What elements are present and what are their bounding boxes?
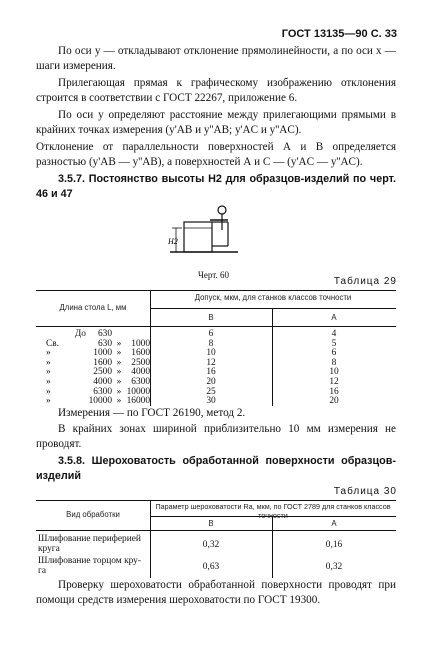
figure-60: [170, 206, 270, 266]
t29-row-b: 10000: [126, 386, 150, 397]
t29-col-tolerance: Допуск, мкм, для станков классов точности: [194, 293, 352, 302]
t30-sub-b: В: [208, 519, 214, 528]
t30-col-roughness: Параметр шероховатости Ra, мкм, по ГОСТ 2789 для станков классов точности: [155, 502, 391, 520]
para-edge-zones: В крайних зонах шириной приблизительно 10 мм измерения не проводят.: [36, 423, 396, 450]
t29-row-a: 630: [97, 329, 112, 339]
para-measurement: Измерения — по ГОСТ 26190, метод 2.: [58, 407, 246, 419]
para-distance: По оси y определяют расстояние между прилегающими прямыми в крайних точках измерения (y'AB и y''AB; y'AC и y''AC).: [36, 109, 396, 136]
section-3-5-8: 3.5.8. Шероховатость обработанной поверхности образцов-изделий: [36, 455, 396, 482]
t29-row-b: 2500: [131, 357, 150, 368]
t29-row-v2: 4: [331, 329, 337, 339]
t29-row-prefix: »: [46, 396, 51, 407]
t29-row-v2: 16: [329, 386, 339, 397]
t29-row-prefix: »: [46, 357, 51, 368]
t30-row-v1: 0,32: [202, 540, 220, 550]
t29-row-v2: 8: [331, 357, 337, 368]
t29-row-v2: 12: [329, 377, 339, 387]
t29-row-mid: »: [116, 386, 122, 397]
specimen-block: [184, 222, 212, 252]
t30-sub-a: А: [331, 519, 337, 528]
t29-row-a: 2500: [93, 367, 112, 378]
gauge-ball: [218, 206, 226, 214]
t29-row-v1: 10: [206, 348, 216, 359]
table30-title: Таблица 30: [333, 486, 397, 497]
t29-row-v1: 20: [206, 377, 216, 387]
t30-row-name1: Шлифование торцом кру-: [38, 556, 141, 566]
t29-row-mid: »: [116, 396, 122, 407]
t29-row-a: 6300: [93, 386, 112, 397]
t30-row-v2: 0,32: [325, 562, 343, 572]
t29-row-prefix: Св.: [46, 338, 60, 349]
t29-row-v2: 6: [331, 348, 337, 359]
table29-title: Таблица 29: [333, 276, 397, 287]
t30-row-name2: круга: [38, 544, 60, 554]
para-axis-y: По оси y — откладывают отклонение прямолинейности, а по оси x — шаги измерения.: [36, 45, 396, 72]
t30-row-name1: Шлифование периферией: [38, 534, 141, 544]
t29-sub-b: В: [208, 313, 214, 322]
t29-row-v1: 6: [208, 329, 214, 339]
t29-row-a: 1600: [93, 357, 112, 368]
t29-row-mid: »: [116, 377, 122, 387]
t29-row-v2: 20: [329, 396, 339, 407]
t30-col-process: Вид обработки: [66, 510, 120, 519]
t29-row-b: 4000: [131, 367, 150, 378]
figure-caption: Черт. 60: [198, 270, 229, 280]
t29-row-v2: 5: [331, 338, 337, 349]
t29-row-v1: 8: [208, 338, 214, 349]
t29-row-b: 16000: [126, 396, 150, 407]
t29-row-mid: »: [116, 338, 122, 349]
para-parallelism: Отклонение от параллельности поверхностей А и В определяется разностью (y'AB — y''AB), а поверхностей А и С — (y'AC — y''AC).: [36, 141, 396, 168]
t29-row-b: 1600: [131, 348, 150, 359]
t30-row-name2: га: [38, 566, 47, 576]
t30-row-v1: 0,63: [202, 562, 220, 572]
t29-row-a: 630: [97, 338, 112, 349]
t29-row-prefix: »: [46, 348, 51, 359]
para-adjacent-line: Прилегающая прямая к графическому изображению отклонения строится в соответствии с ГОСТ 22267, приложение 6.: [36, 77, 396, 104]
t29-row-mid: »: [116, 348, 122, 359]
t29-row-a: 1000: [93, 348, 112, 359]
page-header: ГОСТ 13135—90 С. 33: [281, 28, 397, 40]
t29-row-prefix: »: [46, 367, 51, 378]
t29-row-b: 1000: [131, 338, 150, 349]
t29-row-v1: 16: [206, 367, 216, 378]
t29-row-prefix: »: [46, 386, 51, 397]
t29-row-v2: 10: [329, 367, 339, 378]
t29-row-v1: 25: [206, 386, 216, 397]
t29-row-mid: »: [116, 367, 122, 378]
t29-row-v1: 12: [206, 357, 216, 368]
t29-row-mid: »: [116, 357, 122, 368]
t29-row-v1: 30: [206, 396, 216, 407]
para-roughness-check: Проверку шероховатости обработанной поверхности проводят при помощи средств измерения шероховатости по ГОСТ 19300.: [36, 579, 396, 606]
t29-row-a: 4000: [93, 377, 112, 387]
t29-row-b: 6300: [131, 377, 150, 387]
t29-row-from: До: [74, 329, 86, 339]
t29-row-prefix: »: [46, 377, 51, 387]
section-3-5-7: 3.5.7. Постоянство высоты H2 для образцов-изделий по черт. 46 и 47: [36, 173, 396, 200]
h2-label: H2: [168, 237, 178, 246]
t30-row-v2: 0,16: [325, 540, 343, 550]
t29-row-a: 10000: [88, 396, 112, 407]
t29-col-length: Длина стола L, мм: [59, 303, 127, 312]
t29-sub-a: А: [331, 313, 337, 322]
